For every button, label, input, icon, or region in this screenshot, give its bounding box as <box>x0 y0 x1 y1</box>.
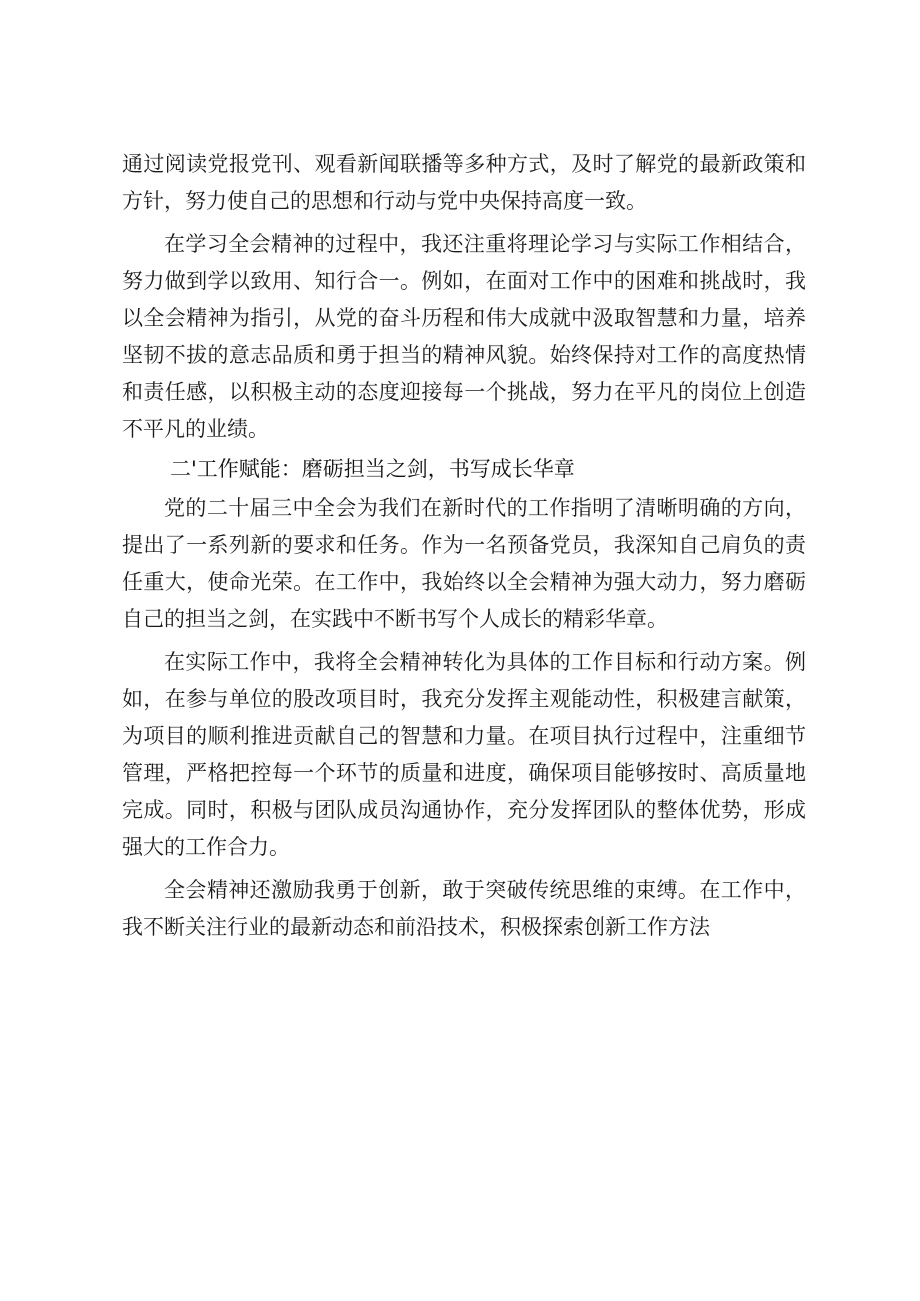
paragraph-practical-work: 在实际工作中，我将全会精神转化为具体的工作目标和行动方案。例如，在参与单位的股改项目时，我充分发挥主观能动性，积极建言献策，为项目的顺利推进贡献自己的智慧和力量。在项目执行过程中，注重细节管理，严格把控每一个环节的质量和进度，确保项目能够按时、高质量地完成。同时，积极与团队成员沟通协作，充分发挥团队的整体优势，形成强大的工作合力。 <box>122 650 806 859</box>
section-heading: 二'工作赋能：磨砺担当之剑，书写成长华章 <box>170 457 575 481</box>
paragraph-continued: 通过阅读党报党刊、观看新闻联播等多种方式，及时了解党的最新政策和方针，努力使自己的思想和行动与党中央保持高度一致。 <box>122 152 806 213</box>
document-body <box>122 146 806 946</box>
paragraph-innovation: 全会精神还激励我勇于创新，敢于突破传统思维的束缚。在工作中，我不断关注行业的最新动态和前沿技术，积极探索创新工作方法 <box>122 878 806 939</box>
paragraph-third-plenum: 党的二十届三中全会为我们在新时代的工作指明了清晰明确的方向，提出了一系列新的要求和任务。作为一名预备党员，我深知自己肩负的责任重大，使命光荣。在工作中，我始终以全会精神为强大动力，努力磨砺自己的担当之剑，在实践中不断书写个人成长的精彩华章。 <box>122 496 806 631</box>
paragraph-theory-practice: 在学习全会精神的过程中，我还注重将理论学习与实际工作相结合，努力做到学以致用、知行合一。例如，在面对工作中的困难和挑战时，我以全会精神为指引，从党的奋斗历程和伟大成就中汲取智慧和力量，培养坚韧不拔的意志品质和勇于担当的精神风貌。始终保持对工作的高度热情和责任感，以积极主动的态度迎接每一个挑战，努力在平凡的岗位上创造不平凡的业绩。 <box>122 232 806 441</box>
